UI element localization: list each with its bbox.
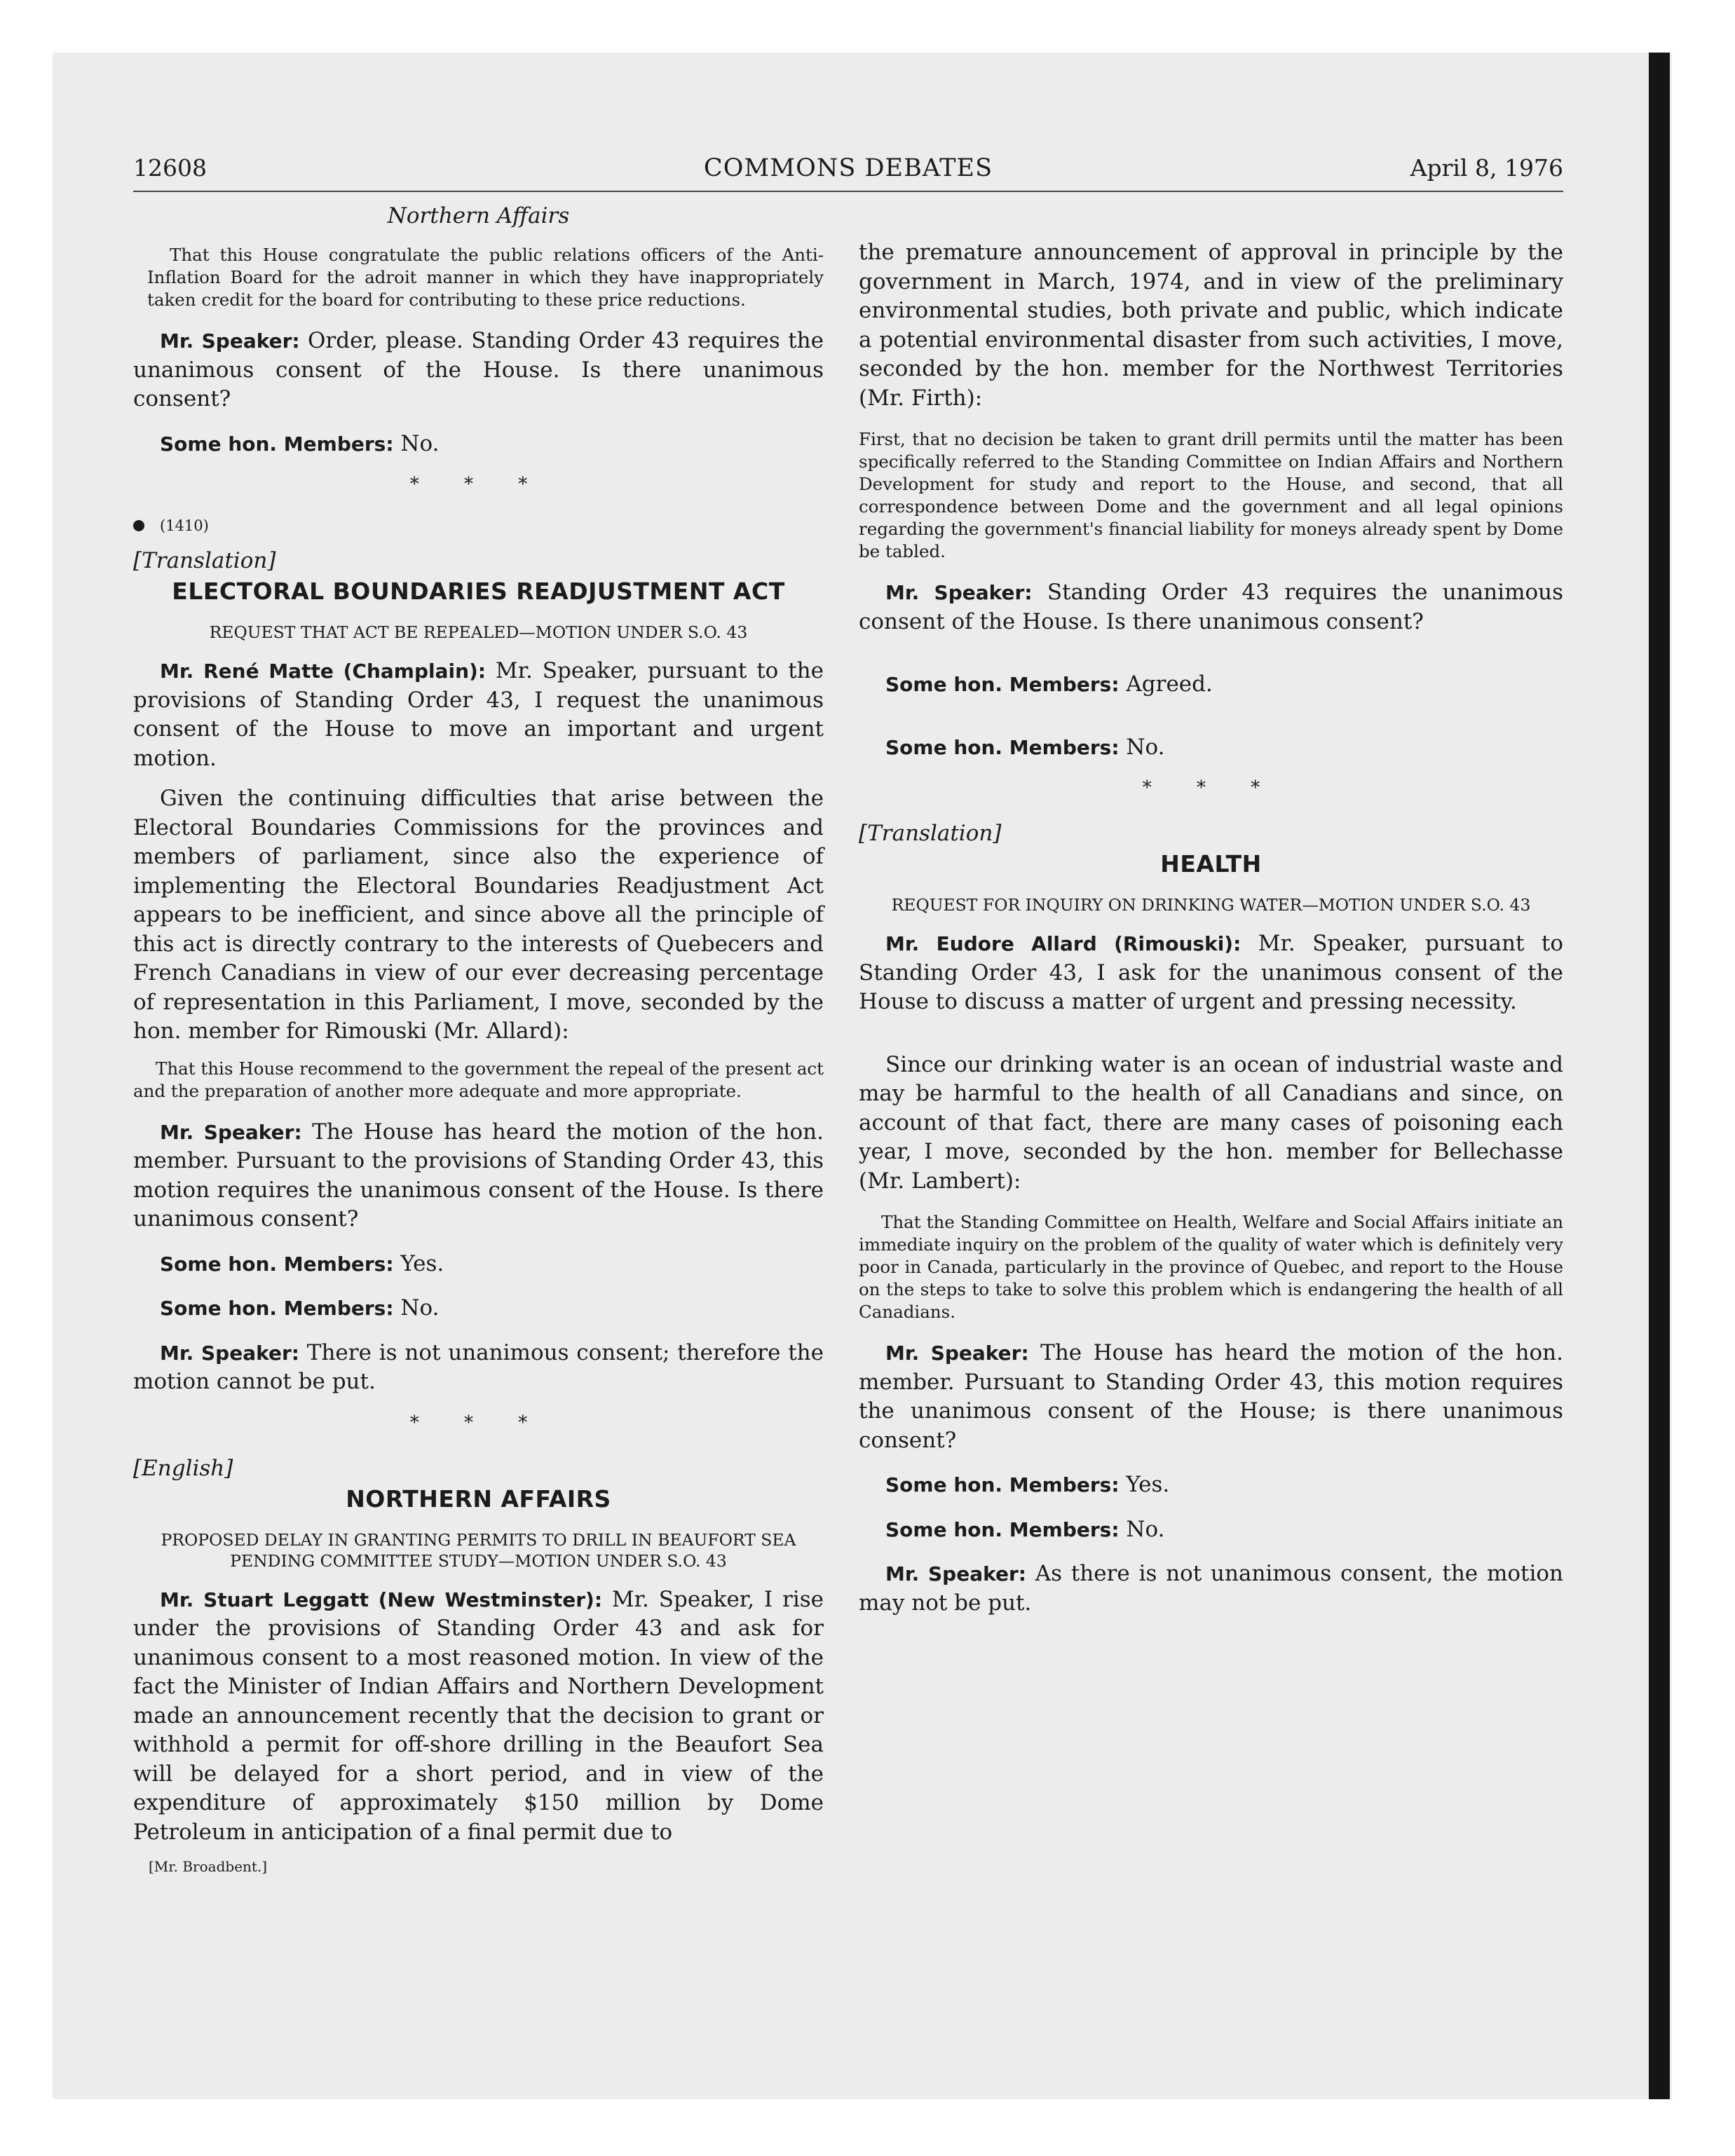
motion-quote: That the Standing Committee on Health, Welfare and Social Affairs initiate an immediate inquiry on the problem of the quality of water which is definitely very poor in Canada, particularly in the province of Quebec, and report to the House on the steps to take to solve this problem which is endangering the health of all Canadians.	[859, 1212, 1563, 1322]
speaker-name: Mr. Stuart Leggatt (New Westminster):	[160, 1588, 603, 1611]
speaker-name: Mr. Speaker:	[885, 1342, 1029, 1365]
speaker-name: Mr. Speaker:	[885, 1562, 1026, 1585]
speech-paragraph	[859, 1515, 1563, 1545]
speaker-name: Mr. Speaker:	[160, 1120, 302, 1144]
column-top-offset	[859, 203, 1563, 238]
speech-text: Yes.	[393, 1250, 444, 1276]
language-marker: [Translation]	[859, 821, 1002, 846]
page-footnote: [Mr. Broadbent.]	[149, 1858, 268, 1875]
section-kicker: Northern Affairs	[387, 203, 570, 228]
section-heading: HEALTH	[1160, 850, 1262, 878]
left-column	[133, 203, 824, 1875]
language-marker: [Translation]	[133, 548, 276, 573]
time-marker	[133, 517, 824, 534]
speech-paragraph	[133, 657, 824, 773]
speech-paragraph	[859, 1560, 1563, 1618]
motion-quote: That this House congratulate the public relations officers of the Anti-Inflation Board for the adroit manner in which they have inappropriately taken credit for the board for contributing to these price reductions.	[147, 245, 824, 310]
section-subheading: REQUEST FOR INQUIRY ON DRINKING WATER—MOTION UNDER S.O. 43	[891, 895, 1531, 915]
speech-text: The House has heard the motion of the hon. member. Pursuant to the provisions of Standing Order 43, this motion requires the unanimous consent of the House. Is there unanimous consent?	[133, 1119, 824, 1231]
speech-paragraph	[133, 430, 824, 459]
issue-date: April 8, 1976	[1410, 154, 1563, 182]
speech-text: No.	[1119, 1516, 1165, 1542]
motion-quote: That this House recommend to the government the repeal of the present act and the preparation of another more adequate and more appropriate.	[133, 1058, 824, 1101]
time-marker-text: (1410)	[160, 517, 209, 534]
section-heading: NORTHERN AFFAIRS	[346, 1485, 611, 1513]
speech-paragraph	[133, 1339, 824, 1397]
speech-text: Mr. Speaker, I rise under the provisions of Standing Order 43 and ask for unanimous consent to a most reasoned motion. In view of the fact the Minister of Indian Affairs and Northern Development made an announcement recently that the decision to grant or withhold a permit for off-shore drilling in the Beaufort Sea will be delayed for a short period, and in view of the expenditure of approximately $150 million by Dome Petroleum in anticipation of a final permit due to	[133, 1586, 824, 1845]
page-number: 12608	[133, 154, 207, 182]
speech-text: Mr. Speaker, pursuant to the provisions of Standing Order 43, I request the unanimous consent of the House to move an important and urgent motion.	[133, 658, 824, 771]
speaker-name: Mr. Speaker:	[160, 329, 300, 353]
speech-paragraph	[133, 1250, 824, 1279]
speaker-name: Some hon. Members:	[885, 735, 1120, 759]
speaker-name: Mr. Speaker:	[885, 581, 1033, 604]
bullet-icon	[133, 520, 144, 531]
speaker-name: Mr. Speaker:	[160, 1341, 299, 1365]
section-separator: * * *	[409, 474, 547, 495]
speech-text: Standing Order 43 requires the unanimous consent of the House. Is there unanimous consent?	[859, 580, 1563, 634]
speech-text: Yes.	[1119, 1472, 1170, 1497]
speech-paragraph	[133, 1118, 824, 1234]
speech-paragraph	[859, 1339, 1563, 1455]
speaker-name: Some hon. Members:	[885, 1473, 1120, 1496]
section-subheading: REQUEST THAT ACT BE REPEALED—MOTION UNDER S.O. 43	[209, 622, 748, 642]
speech-paragraph	[859, 578, 1563, 636]
spacer	[859, 1032, 1563, 1051]
running-header	[133, 154, 1563, 192]
speech-text: Mr. Speaker, pursuant to Standing Order 43, I ask for the unanimous consent of the House to discuss a matter of urgent and pressing necessity.	[859, 931, 1563, 1014]
speech-paragraph	[133, 327, 824, 414]
speech-paragraph	[133, 1294, 824, 1323]
speech-text: Agreed.	[1119, 671, 1213, 697]
spacer	[859, 652, 1563, 670]
speech-paragraph	[859, 670, 1563, 700]
spacer	[859, 715, 1563, 733]
scan-edge-shadow	[1649, 53, 1670, 2099]
motion-quote: First, that no decision be taken to grant drill permits until the matter has been specifically referred to the Standing Committee on Indian Affairs and Northern Development for study and report to the House, and second, that all correspondence between Dome and the government and all legal opinions regarding the government's financial liability for moneys already spent by Dome be tabled.	[859, 429, 1563, 561]
speaker-name: Some hon. Members:	[160, 432, 394, 456]
speaker-name: Mr. Eudore Allard (Rimouski):	[885, 932, 1241, 955]
speaker-name: Some hon. Members:	[160, 1297, 394, 1320]
speech-paragraph: Since our drinking water is an ocean of industrial waste and may be harmful to the health of all Canadians and since, on account of that fact, there are many cases of poisoning each year, I move, seconded by the hon. member for Bellechasse (Mr. Lambert):	[859, 1051, 1563, 1194]
speech-paragraph	[859, 1471, 1563, 1500]
speaker-name: Some hon. Members:	[160, 1252, 394, 1276]
speech-text: There is not unanimous consent; therefore the motion cannot be put.	[133, 1339, 824, 1394]
speaker-name: Mr. René Matte (Champlain):	[160, 660, 487, 683]
speech-text: As there is not unanimous consent, the motion may not be put.	[859, 1561, 1564, 1616]
speech-paragraph: the premature announcement of approval in principle by the government in March, 1974, and in view of the preliminary environmental studies, both private and public, which indicate a potential environmental disaster from such activities, I move, seconded by the hon. member for the Northwest Territories (Mr. Firth):	[859, 240, 1563, 411]
speech-text: Order, please. Standing Order 43 requires the unanimous consent of the House. Is there unanimous consent?	[133, 328, 824, 411]
section-separator: * * *	[1142, 777, 1280, 798]
speech-text: The House has heard the motion of the hon. member. Pursuant to Standing Order 43, this motion requires the unanimous consent of the House; is there unanimous consent?	[859, 1340, 1563, 1453]
section-subheading: PROPOSED DELAY IN GRANTING PERMITS TO DRILL IN BEAUFORT SEA PENDING COMMITTEE STUDY—MOTION UNDER S.O. 43	[161, 1529, 796, 1571]
speaker-name: Some hon. Members:	[885, 1517, 1120, 1541]
speech-text: No.	[393, 430, 440, 456]
speech-text: No.	[1119, 734, 1165, 760]
speech-paragraph	[133, 1585, 824, 1848]
speech-text: No.	[393, 1295, 440, 1321]
right-column	[859, 203, 1563, 1633]
section-heading: ELECTORAL BOUNDARIES READJUSTMENT ACT	[172, 578, 785, 605]
speech-paragraph	[859, 733, 1563, 763]
language-marker: [English]	[133, 1455, 233, 1481]
speech-paragraph	[859, 929, 1563, 1017]
section-separator: * * *	[409, 1412, 547, 1433]
speaker-name: Some hon. Members:	[885, 673, 1120, 696]
publication-title: COMMONS DEBATES	[703, 154, 993, 182]
speech-paragraph: Given the continuing difficulties that arise between the Electoral Boundaries Commissions for the provinces and members of parliament, since also the experience of implementing the Electoral Boundaries Readjustment Act appears to be inefficient, and since above all the principle of this act is directly contrary to the interests of Quebecers and French Canadians in view of our ever decreasing percentage of representation in this Parliament, I move, seconded by the hon. member for Rimouski (Mr. Allard):	[133, 786, 824, 1044]
